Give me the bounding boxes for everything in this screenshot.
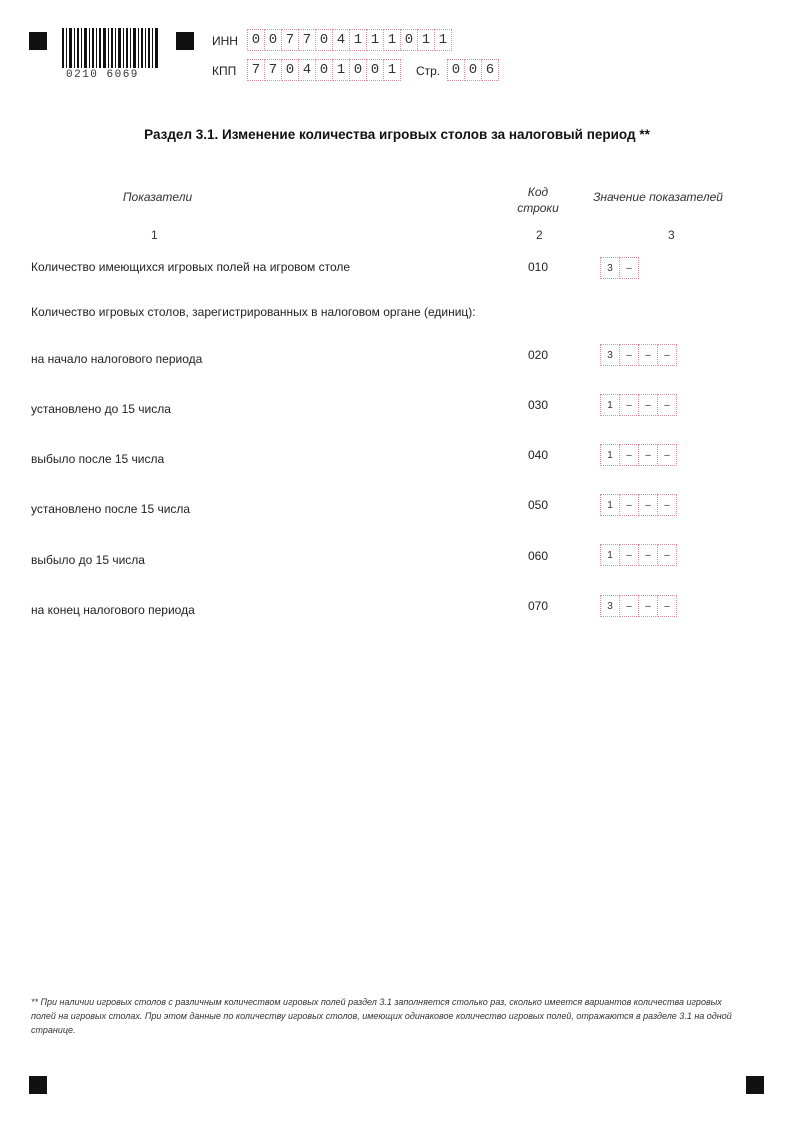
column-number-2: 2 [536,228,543,242]
value-cell: – [619,595,639,617]
value-cell: – [638,394,658,416]
value-cell: – [657,344,677,366]
value-cell: 3 [600,344,620,366]
value-cell: 3 [600,595,620,617]
kpp-digit: 0 [281,59,299,81]
value-cell: – [638,344,658,366]
page-number-field [447,59,499,81]
corner-marker-top-left [29,32,47,50]
value-field-020 [600,344,677,366]
column-header-code-line2: строки [517,201,559,215]
row-code-050: 050 [527,498,549,512]
value-cell: – [638,544,658,566]
kpp-label: КПП [212,64,237,78]
footnote: ** При наличии игровых столов с различным количеством игровых полей раздел 3.1 заполняется столько раз, сколько имеется вариантов количества игровых полей на игровых столах. При этом данные по количеству игровых столов, имеющих одинаковое количество игровых полей, отражаются в разделе 3.1 на одной странице. [31,997,732,1035]
inn-digit: 4 [332,29,350,51]
value-cell: – [619,344,639,366]
value-field-040 [600,444,677,466]
inn-digit: 7 [281,29,299,51]
row-code-030: 030 [527,398,549,412]
inn-digit: 1 [383,29,401,51]
corner-marker-top-right [176,32,194,50]
value-cell: 3 [600,257,620,279]
value-cell: 1 [600,544,620,566]
inn-digit: 1 [417,29,435,51]
inn-digit: 1 [349,29,367,51]
value-cell: – [638,494,658,516]
barcode-number: 0210 6069 [66,69,139,81]
kpp-digit: 4 [298,59,316,81]
column-number-3: 3 [668,228,675,242]
section-title: Раздел 3.1. Изменение количества игровых столов за налоговый период ** [144,127,650,142]
page-label: Стр. [416,64,441,78]
value-cell: – [638,595,658,617]
row-label-060: выбыло до 15 числа [31,553,145,567]
value-cell: – [619,257,639,279]
kpp-digit: 7 [247,59,265,81]
kpp-digit: 1 [383,59,401,81]
value-field-070 [600,595,677,617]
kpp-digit: 0 [366,59,384,81]
inn-digit: 1 [366,29,384,51]
value-cell: – [619,394,639,416]
page-digit: 0 [447,59,465,81]
value-cell: – [657,494,677,516]
row-label-020: на начало налогового периода [31,352,203,366]
row-code-040: 040 [527,448,549,462]
row-group-heading: Количество игровых столов, зарегистрированных в налоговом органе (единиц): [31,305,476,319]
value-cell: 1 [600,394,620,416]
row-label-070: на конец налогового периода [31,603,195,617]
row-code-020: 020 [527,348,549,362]
kpp-digit: 0 [315,59,333,81]
barcode-icon [60,28,160,68]
value-cell: – [619,544,639,566]
row-label-010: Количество имеющихся игровых полей на игровом столе [31,260,351,274]
kpp-digit: 0 [349,59,367,81]
value-cell: – [619,494,639,516]
column-header-indicators: Показатели [122,190,193,204]
page-digit: 0 [464,59,482,81]
row-code-010: 010 [527,260,549,274]
page-digit: 6 [481,59,499,81]
value-field-010 [600,257,639,279]
kpp-digit: 1 [332,59,350,81]
column-header-values: Значение показателей [593,190,723,204]
value-cell: – [638,444,658,466]
row-label-050: установлено после 15 числа [31,502,191,516]
column-header-code [508,184,568,216]
value-field-050 [600,494,677,516]
value-cell: 1 [600,494,620,516]
column-header-code-line1: Код [527,185,549,199]
inn-label: ИНН [212,34,238,48]
value-cell: 1 [600,444,620,466]
row-code-060: 060 [527,549,549,563]
corner-marker-bottom-right [746,1076,764,1094]
inn-digit: 0 [247,29,265,51]
kpp-digit: 7 [264,59,282,81]
value-cell: – [657,394,677,416]
kpp-field [247,59,401,81]
inn-digit: 7 [298,29,316,51]
row-label-030: установлено до 15 числа [31,402,171,416]
value-cell: – [657,595,677,617]
corner-marker-bottom-left [29,1076,47,1094]
value-field-060 [600,544,677,566]
column-number-1: 1 [151,228,158,242]
value-cell: – [657,444,677,466]
inn-digit: 0 [264,29,282,51]
inn-digit: 0 [315,29,333,51]
row-label-040: выбыло после 15 числа [31,452,165,466]
value-cell: – [657,544,677,566]
inn-digit: 0 [400,29,418,51]
row-code-070: 070 [527,599,549,613]
inn-field [247,29,452,51]
value-field-030 [600,394,677,416]
inn-digit: 1 [434,29,452,51]
value-cell: – [619,444,639,466]
